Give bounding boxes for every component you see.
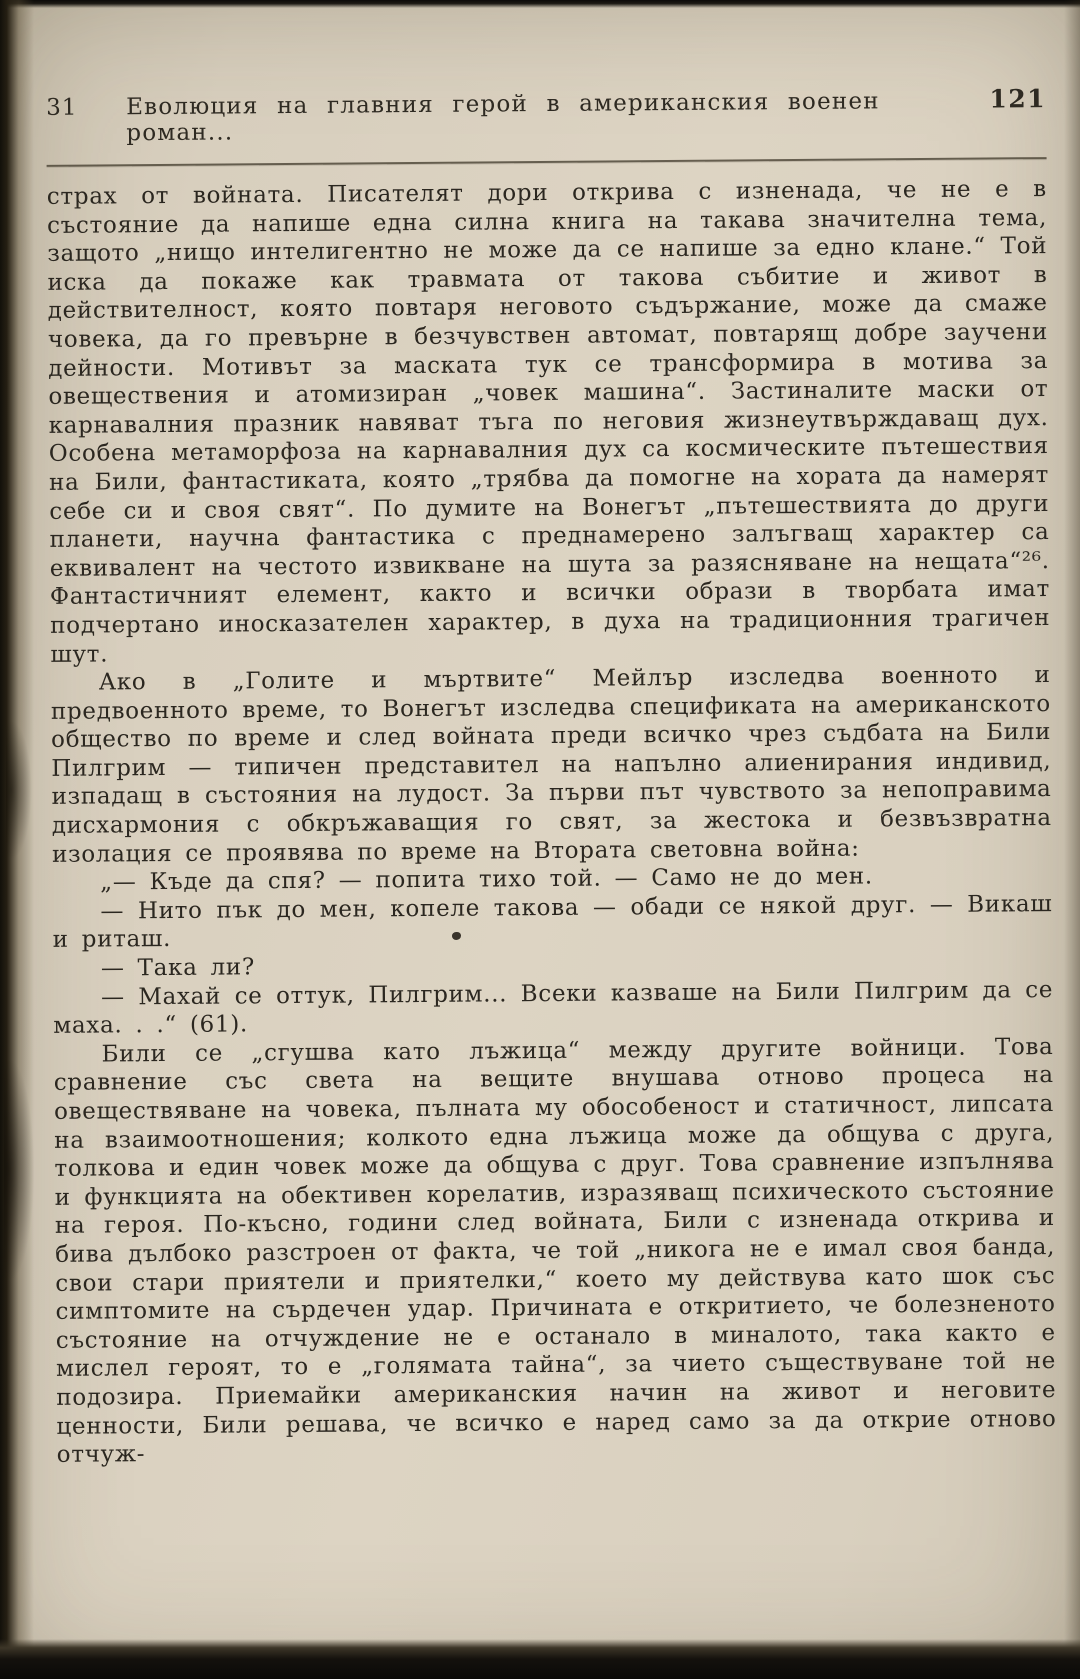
header-rule	[47, 157, 1047, 167]
scan-edge-top	[0, 0, 1080, 8]
dialogue-line: — Така ли?	[100, 954, 256, 982]
paragraph: Ако в „Голите и мъртвите“ Мейлър изследва военното и предвоенното време, то Вонегът изследва спецификата на американското общество по време и след войната преди всичко чрез съдбата на Били Пилгрим — типичен представител на напълно алиенирания индивид, изпадащ в състояния на лудост. За първи път чувството за непоправима дисхармония с обкръжаващия го свят, за жестока и безвъзвратна изолация се проявява по време на Втората световна война:	[50, 662, 1052, 868]
paragraph-continuation: страх от войната. Писателят дори открива с изненада, че не е в състояние да напише една силна книга на такава значителна тема, защото „нищо интелигентно не може да се напише за едно клане.“ Той иска да покаже как травмата от такова събитие и живот в действителност, която повтаря неговото съдържание, може да смаже човека, да го превърне в безчувствен автомат, повтарящ добре заучени дейности. Мотивът за маската тук се трансформира в мотива за овеществения и атомизиран „човек машина“. Застиналите маски от карнавалния празник навяват тъга по неговия жизнеутвърждаващ дух. Особена метаморфоза на карнавалния дух са космическите пътешествия на Били, фантастиката, която „трябва да помогне на хората да намерят себе си и своя свят“. По думите на Вонегът „пътешествията до други планети, научна фантастика с преднамерено залъгващ характер са еквивалент на честото извикване на шута за разясняване на нещата“²⁶. Фантастичният елемент, както и всички образи в творбата имат подчертано иносказателен характер, в духа на традиционния трагичен шут.	[46, 176, 1051, 668]
page-content	[46, 84, 1057, 1470]
dialogue-line: „— Къде да спя? — попита тихо той. — Само не до мен.	[100, 863, 873, 896]
running-title: Еволюция на главния герой в американския военен роман...	[126, 88, 880, 147]
dialogue-line: — Махай се оттук, Пилгрим... Всеки казваше на Били Пилгрим да се маха. . .“ (61).	[53, 976, 1054, 1040]
chapter-number: 31	[46, 94, 78, 121]
page-number: 121	[989, 84, 1047, 114]
scan-edge-right	[1064, 0, 1080, 1679]
scan-edge-left	[0, 0, 34, 1679]
dialogue-line: — Нито пък до мен, копеле такова — обади се някой друг. — Викаш и риташ.	[52, 890, 1053, 954]
paragraph: Били се „сгушва като лъжица“ между другите войници. Това сравнение със света на вещите внушава отново процеса на овеществяване на човека, пълната му обособеност и статичност, липсата на взаимоотношения; колкото една лъжица може да общува с друга, толкова и един човек може да общува с друг. Това сравнение изпълнява и функцията на обективен корелатив, изразяващ психическото състояние на героя. По-късно, години след войната, Били с изненада открива и бива дълбоко разстроен от факта, че той „никога не е имал своя банда, свои стари приятели и приятелки,“ което му действува като шок със симптомите на сърдечен удар. Причината е откритието, че болезненото състояние на отчуждение не е останало в миналото, така както е мислел героят, то е „голямата тайна“, за чието съществуване той не подозира. Приемайки американския начин на живот и неговите ценности, Били решава, че всичко е наред само за да открие отново отчуж-	[53, 1033, 1057, 1469]
page-header	[46, 84, 1046, 147]
scan-edge-bottom	[0, 1639, 1080, 1679]
body-text	[47, 175, 1057, 1470]
